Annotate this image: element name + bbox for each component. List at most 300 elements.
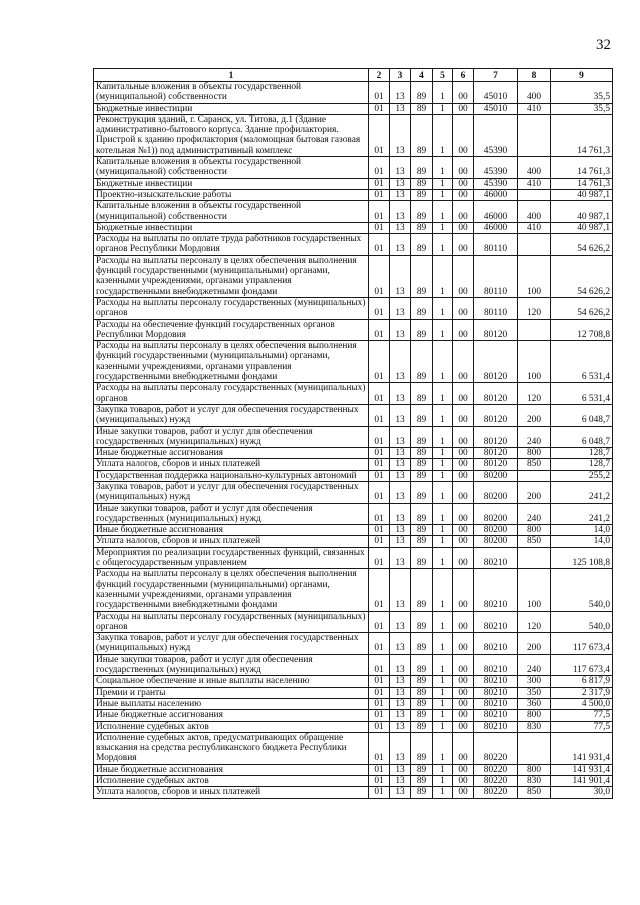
cell-code: 13 [390, 157, 411, 179]
cell-code: 240 [518, 503, 551, 525]
cell-code: 1 [433, 255, 453, 297]
cell-code: 80220 [474, 764, 518, 775]
cell-amount: 2 317,9 [551, 687, 613, 698]
cell-amount: 54 626,2 [551, 255, 613, 297]
cell-code: 80210 [474, 687, 518, 698]
cell-name: Иные закупки товаров, работ и услуг для обеспечения государственных (муниципальных) нужд [94, 426, 369, 448]
cell-code: 1 [433, 459, 453, 470]
cell-code: 00 [453, 157, 474, 179]
cell-name: Капитальные вложения в объекты государственной (муниципальной) собственности [94, 201, 369, 223]
cell-code: 89 [411, 234, 433, 256]
cell-code: 13 [390, 633, 411, 655]
cell-code: 00 [453, 732, 474, 764]
table-row [94, 710, 613, 721]
cell-code: 80220 [474, 787, 518, 798]
cell-amount: 40 987,1 [551, 189, 613, 200]
table-row [94, 676, 613, 687]
cell-code: 200 [518, 633, 551, 655]
cell-code: 1 [433, 698, 453, 709]
cell-code: 01 [369, 611, 390, 633]
cell-amount: 6 048,7 [551, 426, 613, 448]
cell-code: 80200 [474, 481, 518, 503]
cell-code: 89 [411, 721, 433, 732]
cell-code: 01 [369, 114, 390, 156]
cell-code: 1 [433, 297, 453, 319]
cell-amount: 40 987,1 [551, 222, 613, 233]
cell-code: 01 [369, 503, 390, 525]
table-row [94, 319, 613, 341]
table-row [94, 383, 613, 405]
cell-code: 45390 [474, 178, 518, 189]
cell-code: 13 [390, 178, 411, 189]
cell-code: 350 [518, 687, 551, 698]
cell-code: 89 [411, 654, 433, 676]
cell-code: 13 [390, 255, 411, 297]
table-row [94, 698, 613, 709]
cell-code: 00 [453, 470, 474, 481]
cell-code: 13 [390, 297, 411, 319]
cell-code: 89 [411, 787, 433, 798]
column-header: 8 [518, 69, 551, 82]
cell-name: Уплата налогов, сборов и иных платежей [94, 787, 369, 798]
cell-code: 89 [411, 698, 433, 709]
cell-code: 80120 [474, 459, 518, 470]
cell-code: 01 [369, 536, 390, 547]
table-row [94, 654, 613, 676]
cell-name: Иные бюджетные ассигнования [94, 448, 369, 459]
table-row [94, 404, 613, 426]
cell-name: Уплата налогов, сборов и иных платежей [94, 459, 369, 470]
cell-code: 01 [369, 103, 390, 114]
cell-amount: 77,5 [551, 710, 613, 721]
cell-amount: 6 817,9 [551, 676, 613, 687]
table-row [94, 341, 613, 383]
table-row [94, 536, 613, 547]
table-row [94, 234, 613, 256]
cell-code: 01 [369, 404, 390, 426]
cell-code: 89 [411, 503, 433, 525]
cell-code: 1 [433, 525, 453, 536]
cell-amount: 125 108,8 [551, 547, 613, 569]
cell-code: 13 [390, 459, 411, 470]
cell-code: 80120 [474, 426, 518, 448]
cell-code: 13 [390, 103, 411, 114]
cell-code: 410 [518, 222, 551, 233]
cell-amount: 4 500,0 [551, 698, 613, 709]
cell-code: 00 [453, 426, 474, 448]
cell-code [518, 732, 551, 764]
cell-code: 1 [433, 426, 453, 448]
cell-code: 1 [433, 787, 453, 798]
cell-code: 400 [518, 82, 551, 104]
cell-code: 01 [369, 178, 390, 189]
cell-code: 00 [453, 710, 474, 721]
cell-code: 1 [433, 341, 453, 383]
cell-code: 00 [453, 611, 474, 633]
cell-code: 89 [411, 426, 433, 448]
table-row [94, 178, 613, 189]
cell-code: 800 [518, 525, 551, 536]
cell-code: 13 [390, 448, 411, 459]
column-header: 7 [474, 69, 518, 82]
cell-code: 00 [453, 776, 474, 787]
cell-code: 89 [411, 404, 433, 426]
cell-code: 00 [453, 525, 474, 536]
cell-code: 13 [390, 201, 411, 223]
cell-name: Проектно-изыскательские работы [94, 189, 369, 200]
cell-code: 800 [518, 764, 551, 775]
cell-code: 89 [411, 569, 433, 611]
table-row [94, 764, 613, 775]
cell-code: 89 [411, 157, 433, 179]
table-row [94, 787, 613, 798]
cell-amount: 40 987,1 [551, 201, 613, 223]
cell-amount: 141 931,4 [551, 732, 613, 764]
cell-code: 100 [518, 569, 551, 611]
table-row [94, 732, 613, 764]
cell-code: 00 [453, 569, 474, 611]
cell-code: 13 [390, 189, 411, 200]
cell-code: 800 [518, 448, 551, 459]
cell-code: 13 [390, 787, 411, 798]
cell-code: 45390 [474, 114, 518, 156]
cell-code: 1 [433, 157, 453, 179]
cell-code: 01 [369, 481, 390, 503]
cell-code: 13 [390, 426, 411, 448]
cell-code: 00 [453, 547, 474, 569]
cell-code: 1 [433, 178, 453, 189]
cell-code: 89 [411, 732, 433, 764]
cell-code: 13 [390, 114, 411, 156]
cell-amount: 54 626,2 [551, 234, 613, 256]
cell-code: 13 [390, 776, 411, 787]
cell-code: 80210 [474, 698, 518, 709]
cell-name: Бюджетные инвестиции [94, 178, 369, 189]
cell-name: Иные бюджетные ассигнования [94, 764, 369, 775]
cell-code: 300 [518, 676, 551, 687]
cell-code: 1 [433, 721, 453, 732]
cell-code: 1 [433, 569, 453, 611]
cell-code: 1 [433, 319, 453, 341]
cell-code: 89 [411, 341, 433, 383]
cell-code: 00 [453, 341, 474, 383]
cell-amount: 30,0 [551, 787, 613, 798]
cell-code: 80220 [474, 732, 518, 764]
cell-code: 01 [369, 687, 390, 698]
table-row [94, 222, 613, 233]
cell-code: 850 [518, 536, 551, 547]
table-row [94, 82, 613, 104]
table-row [94, 569, 613, 611]
column-header: 6 [453, 69, 474, 82]
cell-code: 89 [411, 525, 433, 536]
table-row [94, 503, 613, 525]
cell-amount: 241,2 [551, 503, 613, 525]
table-row [94, 459, 613, 470]
cell-code: 13 [390, 536, 411, 547]
cell-code: 80120 [474, 448, 518, 459]
cell-code: 00 [453, 633, 474, 655]
cell-code: 13 [390, 503, 411, 525]
cell-code: 1 [433, 536, 453, 547]
cell-code: 1 [433, 503, 453, 525]
cell-code: 1 [433, 633, 453, 655]
cell-amount: 14 761,3 [551, 178, 613, 189]
cell-code: 13 [390, 687, 411, 698]
cell-name: Социальное обеспечение и иные выплаты населению [94, 676, 369, 687]
cell-name: Расходы на выплаты персоналу государственных (муниципальных) органов [94, 383, 369, 405]
cell-code: 120 [518, 383, 551, 405]
cell-code: 13 [390, 341, 411, 383]
cell-code: 00 [453, 654, 474, 676]
cell-code: 01 [369, 319, 390, 341]
table-row [94, 687, 613, 698]
cell-code: 01 [369, 189, 390, 200]
cell-code: 00 [453, 383, 474, 405]
cell-code: 1 [433, 189, 453, 200]
cell-code: 45010 [474, 82, 518, 104]
cell-amount: 6 531,4 [551, 383, 613, 405]
cell-amount: 128,7 [551, 448, 613, 459]
cell-code: 1 [433, 222, 453, 233]
cell-code: 00 [453, 764, 474, 775]
cell-code: 01 [369, 234, 390, 256]
cell-code: 01 [369, 654, 390, 676]
cell-code [518, 189, 551, 200]
cell-code: 13 [390, 319, 411, 341]
cell-code: 1 [433, 470, 453, 481]
table-row [94, 157, 613, 179]
cell-code: 01 [369, 341, 390, 383]
cell-code: 01 [369, 470, 390, 481]
cell-code: 830 [518, 721, 551, 732]
cell-code: 13 [390, 234, 411, 256]
cell-code: 01 [369, 255, 390, 297]
cell-code: 89 [411, 547, 433, 569]
cell-name: Мероприятия по реализации государственных функций, связанных с общегосударственным управлением [94, 547, 369, 569]
cell-code: 89 [411, 710, 433, 721]
cell-code: 80110 [474, 255, 518, 297]
cell-code: 80210 [474, 611, 518, 633]
cell-name: Иные выплаты населению [94, 698, 369, 709]
cell-name: Расходы на выплаты персоналу в целях обеспечения выполнения функций государственными (муниципальными) органами, казенными учреждениями, органами управления государственными внебюджетными фондами [94, 341, 369, 383]
budget-table [93, 68, 613, 799]
cell-code: 80110 [474, 297, 518, 319]
cell-code [518, 114, 551, 156]
cell-code: 89 [411, 459, 433, 470]
cell-amount: 241,2 [551, 481, 613, 503]
cell-code: 00 [453, 404, 474, 426]
cell-code: 46000 [474, 189, 518, 200]
cell-code: 00 [453, 114, 474, 156]
cell-amount: 14 761,3 [551, 114, 613, 156]
cell-code: 13 [390, 721, 411, 732]
cell-code: 240 [518, 426, 551, 448]
cell-code: 200 [518, 481, 551, 503]
cell-code: 13 [390, 525, 411, 536]
cell-code: 360 [518, 698, 551, 709]
cell-code: 00 [453, 481, 474, 503]
cell-code: 80210 [474, 710, 518, 721]
cell-code: 89 [411, 676, 433, 687]
cell-amount: 540,0 [551, 569, 613, 611]
cell-name: Иные бюджетные ассигнования [94, 525, 369, 536]
cell-code: 80110 [474, 234, 518, 256]
cell-code: 1 [433, 547, 453, 569]
cell-code: 1 [433, 481, 453, 503]
cell-amount: 35,5 [551, 82, 613, 104]
cell-code: 89 [411, 470, 433, 481]
cell-name: Закупка товаров, работ и услуг для обеспечения государственных (муниципальных) нужд [94, 633, 369, 655]
cell-code: 80120 [474, 383, 518, 405]
column-header: 4 [411, 69, 433, 82]
table-body [94, 82, 613, 799]
cell-code: 1 [433, 201, 453, 223]
cell-code: 01 [369, 547, 390, 569]
cell-code: 00 [453, 698, 474, 709]
table-row [94, 470, 613, 481]
cell-amount: 117 673,4 [551, 654, 613, 676]
cell-amount: 141 931,4 [551, 764, 613, 775]
cell-code: 01 [369, 459, 390, 470]
cell-code: 01 [369, 764, 390, 775]
cell-code: 1 [433, 234, 453, 256]
cell-code: 80220 [474, 776, 518, 787]
cell-code: 01 [369, 201, 390, 223]
cell-code: 850 [518, 787, 551, 798]
cell-name: Закупка товаров, работ и услуг для обеспечения государственных (муниципальных) нужд [94, 481, 369, 503]
cell-amount: 12 708,8 [551, 319, 613, 341]
cell-code: 13 [390, 764, 411, 775]
cell-code: 89 [411, 611, 433, 633]
cell-code: 80210 [474, 654, 518, 676]
cell-code: 01 [369, 222, 390, 233]
cell-code: 120 [518, 297, 551, 319]
cell-code: 400 [518, 201, 551, 223]
cell-code [518, 547, 551, 569]
cell-code: 89 [411, 536, 433, 547]
cell-amount: 6 531,4 [551, 341, 613, 383]
cell-amount: 35,5 [551, 103, 613, 114]
cell-code: 01 [369, 297, 390, 319]
cell-code: 89 [411, 481, 433, 503]
table-row [94, 481, 613, 503]
cell-code: 200 [518, 404, 551, 426]
cell-code: 89 [411, 222, 433, 233]
cell-code: 00 [453, 536, 474, 547]
cell-code: 400 [518, 157, 551, 179]
cell-code: 13 [390, 383, 411, 405]
cell-code: 00 [453, 687, 474, 698]
cell-name: Расходы на выплаты персоналу в целях обеспечения выполнения функций государственными (муниципальными) органами, казенными учреждениями, органами управления государственными внебюджетными фондами [94, 569, 369, 611]
cell-code: 00 [453, 676, 474, 687]
cell-code: 13 [390, 481, 411, 503]
cell-code: 1 [433, 776, 453, 787]
cell-code: 1 [433, 654, 453, 676]
column-header: 3 [390, 69, 411, 82]
cell-code: 1 [433, 404, 453, 426]
table-row [94, 633, 613, 655]
cell-code: 45390 [474, 157, 518, 179]
cell-name: Премии и гранты [94, 687, 369, 698]
cell-code: 13 [390, 611, 411, 633]
cell-name: Бюджетные инвестиции [94, 103, 369, 114]
cell-amount: 14,0 [551, 525, 613, 536]
cell-code: 00 [453, 297, 474, 319]
cell-code: 1 [433, 676, 453, 687]
cell-code: 89 [411, 82, 433, 104]
cell-code: 00 [453, 222, 474, 233]
cell-code: 00 [453, 503, 474, 525]
cell-code: 1 [433, 732, 453, 764]
cell-name: Расходы на обеспечение функций государственных органов Республики Мордовия [94, 319, 369, 341]
cell-code: 1 [433, 448, 453, 459]
table-row [94, 189, 613, 200]
cell-code [518, 470, 551, 481]
table-row [94, 297, 613, 319]
cell-code: 01 [369, 569, 390, 611]
cell-code: 00 [453, 459, 474, 470]
cell-code: 13 [390, 569, 411, 611]
cell-code: 240 [518, 654, 551, 676]
table-row [94, 547, 613, 569]
cell-name: Уплата налогов, сборов и иных платежей [94, 536, 369, 547]
cell-amount: 540,0 [551, 611, 613, 633]
cell-code: 13 [390, 676, 411, 687]
cell-code: 830 [518, 776, 551, 787]
cell-code: 01 [369, 448, 390, 459]
cell-amount: 14 761,3 [551, 157, 613, 179]
cell-amount: 128,7 [551, 459, 613, 470]
cell-name: Иные бюджетные ассигнования [94, 710, 369, 721]
table-row [94, 114, 613, 156]
cell-amount: 54 626,2 [551, 297, 613, 319]
cell-code: 100 [518, 341, 551, 383]
cell-code: 01 [369, 787, 390, 798]
table-row [94, 255, 613, 297]
cell-code: 00 [453, 448, 474, 459]
cell-code: 80120 [474, 404, 518, 426]
cell-code: 80200 [474, 536, 518, 547]
cell-code: 100 [518, 255, 551, 297]
cell-code: 00 [453, 201, 474, 223]
cell-code: 00 [453, 255, 474, 297]
cell-name: Исполнение судебных актов [94, 721, 369, 732]
cell-amount: 77,5 [551, 721, 613, 732]
cell-code: 1 [433, 764, 453, 775]
cell-code: 89 [411, 633, 433, 655]
cell-code: 410 [518, 103, 551, 114]
cell-code: 89 [411, 776, 433, 787]
cell-code: 46000 [474, 222, 518, 233]
table-row [94, 201, 613, 223]
cell-code: 13 [390, 470, 411, 481]
table-row [94, 103, 613, 114]
cell-name: Капитальные вложения в объекты государственной (муниципальной) собственности [94, 82, 369, 104]
cell-code: 80200 [474, 525, 518, 536]
cell-code: 120 [518, 611, 551, 633]
cell-code: 01 [369, 710, 390, 721]
cell-code: 1 [433, 82, 453, 104]
cell-code: 89 [411, 178, 433, 189]
cell-code: 1 [433, 611, 453, 633]
cell-code: 13 [390, 710, 411, 721]
cell-name: Капитальные вложения в объекты государственной (муниципальной) собственности [94, 157, 369, 179]
cell-code: 850 [518, 459, 551, 470]
cell-code: 00 [453, 189, 474, 200]
cell-code: 89 [411, 255, 433, 297]
cell-code: 1 [433, 114, 453, 156]
